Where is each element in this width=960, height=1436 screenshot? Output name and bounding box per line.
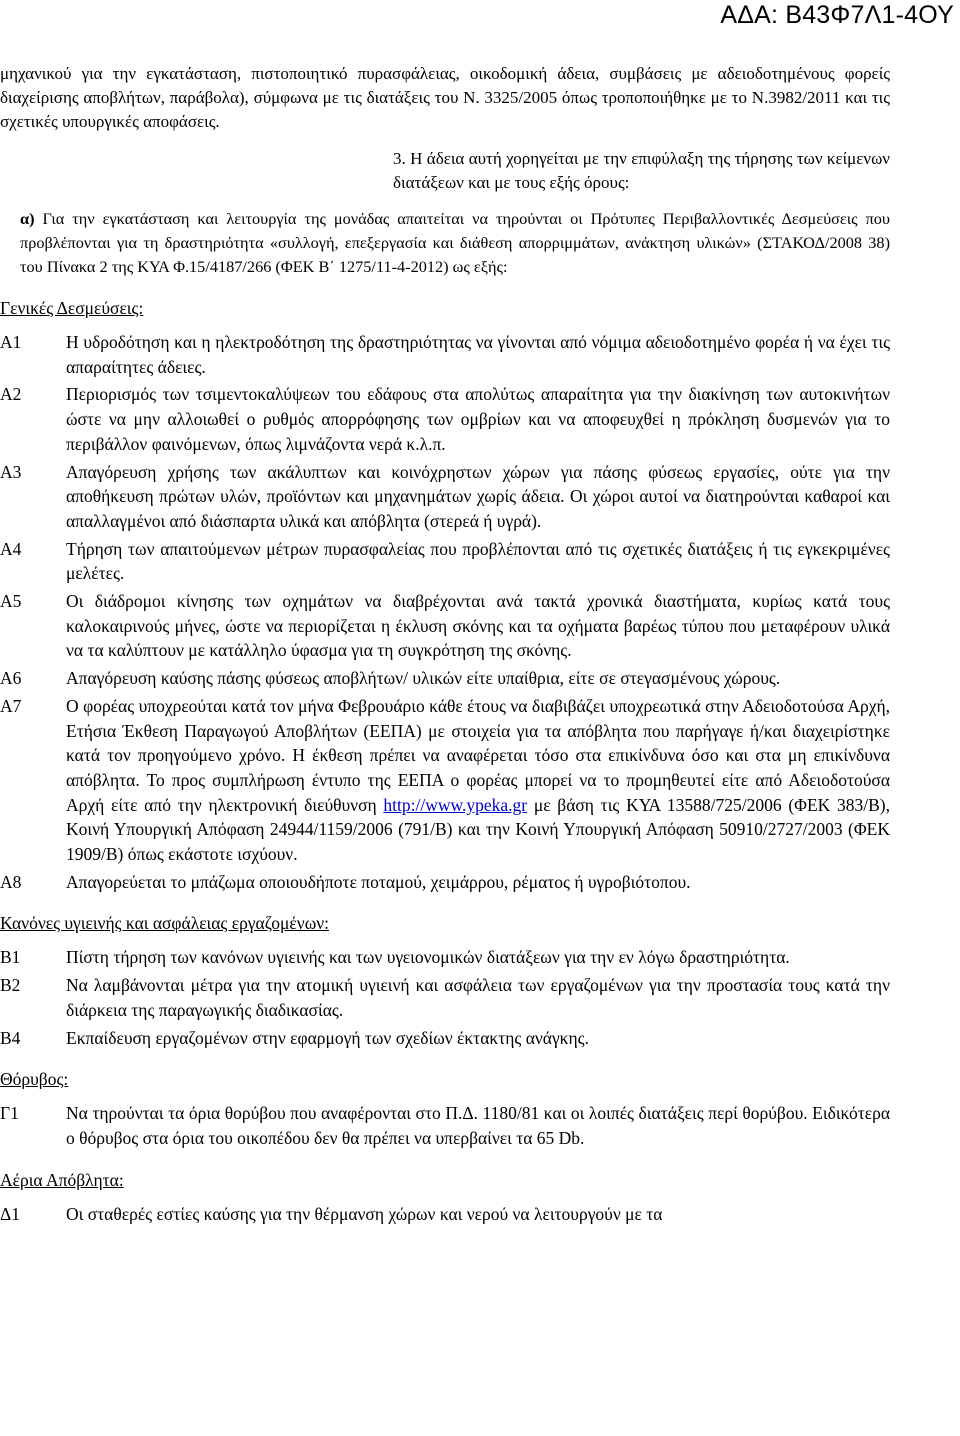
list-item — [0, 945, 890, 970]
point-3-paragraph — [0, 147, 890, 195]
list-item — [0, 666, 890, 691]
item-code: Α1 — [0, 332, 22, 352]
item-code: Δ1 — [0, 1203, 21, 1224]
ada-code: ΑΔΑ: Β43Φ7Λ1-4ΟΥ — [720, 1, 954, 29]
list-item — [0, 330, 890, 379]
item-text: Η υδροδότηση και η ηλεκτροδότηση της δραστηριότητας να γίνονται από νόμιμα αδειοδοτημένο φορέα ή να έχει τις απαραίτητες άδειες. — [66, 332, 890, 377]
item-text: Τήρηση των απαιτούμενων μέτρων πυρασφαλείας που προβλέπονται από τις σχετικές διατάξεις ή τις εγκεκριμένες μελέτες. — [66, 538, 890, 584]
item-text-part: Ο φορέας υποχρεούται κατά τον μήνα Φεβρουάριο κάθε έτους να διαβιβάζει υποχρεωτικά στην Αδειοδοτούσα Αρχή, Ετήσια Έκθεση Παραγωγού Αποβλήτων (ΕΕΠΑ) με στοιχεία για τα απόβλητα που παρήγαγε ή/και διαχειρίστηκε κατά τον προηγούμενο χρόνο. Η έκθεση πρέπει να αναφέρεται τόσο στα επικίνδυνα όσο και στα μη επικίνδυνα απόβλητα. Το προς συμπλήρωση έντυπο της ΕΕΠΑ ο φορέας μπορεί να το προμηθευτεί είτε από Αδειοδοτούσα Αρχή είτε από την ηλεκτρονική διεύθυνση — [66, 695, 890, 815]
health-heading: Κανόνες υγιεινής και ασφάλειας εργαζομένων: — [0, 913, 329, 934]
item-code: Α2 — [0, 384, 22, 405]
item-code: Α6 — [0, 668, 22, 689]
item-text: Εκπαίδευση εργαζομένων στην εφαρμογή των σχεδίων έκτακτης ανάγκης. — [66, 1027, 589, 1048]
item-text: Απαγόρευση καύσης πάσης φύσεως αποβλήτων/ υλικών είτε υπαίθρια, είτε σε στεγασμένους χώρους. — [66, 668, 781, 689]
list-item — [0, 1101, 890, 1150]
noise-heading: Θόρυβος: — [0, 1069, 69, 1090]
list-item — [0, 1202, 890, 1227]
item-code: Α4 — [0, 538, 22, 559]
ypeka-link[interactable]: http://www.ypeka.gr — [383, 794, 528, 815]
general-heading: Γενικές Δεσμεύσεις: — [0, 298, 144, 318]
list-item — [0, 1026, 890, 1051]
item-code: Α5 — [0, 591, 22, 612]
item-text: Οι διάδρομοι κίνησης των οχημάτων να διαβρέχονται ανά τακτά χρονικά διαστήματα, κυρίως κατά τους καλοκαιρινούς μήνες, ώστε να περιορίζεται η έκλυση σκόνης και τα οχήματα βαρέως τύπου που μεταφέρουν υλικά να τα καλύπτουν με κατάλληλο ύφασμα για τη συγκρότηση της σκόνης. — [66, 591, 890, 661]
item-text: Να τηρούνται τα όρια θορύβου που αναφέρονται στο Π.Δ. 1180/81 και οι λοιπές διατάξεις περί θορύβου. Ειδικότερα ο θόρυβος στα όρια του οικοπέδου δεν θα πρέπει να υπερβαίνει τα 65 Db. — [66, 1103, 890, 1148]
list-item — [0, 537, 890, 586]
item-text: Να λαμβάνονται μέτρα για την ατομική υγιεινή και ασφάλεια των εργαζομένων για την προστασία τους κατά την διάρκεια της παραγωγικής διαδικασίας. — [66, 975, 890, 1020]
list-item — [0, 973, 890, 1022]
document-body — [0, 62, 890, 1229]
item-code: Α8 — [0, 871, 22, 892]
air-heading: Αέρια Απόβλητα: — [0, 1169, 124, 1190]
item-text: Απαγορεύεται το μπάζωμα οποιουδήποτε ποταμού, χειμάρρου, ρέματος ή υγροβιότοπου. — [66, 871, 691, 892]
list-item — [0, 460, 890, 534]
list-item — [0, 870, 890, 895]
point-a-text: Για την εγκατάσταση και λειτουργία της μονάδας απαιτείται να τηρούνται οι Πρότυπες Περιβαλλοντικές Δεσμεύσεις που προβλέπονται για τη δραστηριότητα «συλλογή, επεξεργασία και διάθεση απορριμμάτων, ανάκτηση υλικών» (ΣΤΑΚΟΔ/2008 38) του Πίνακα 2 της ΚΥΑ Φ.15/4187/266 (ΦΕΚ Β΄ 1275/11-4-2012) ως εξής: — [20, 209, 890, 276]
list-item — [0, 382, 890, 456]
item-text: Οι σταθερές εστίες καύσης για την θέρμανση χώρων και νερού να λειτουργούν με τα — [66, 1203, 663, 1224]
item-text: Πίστη τήρηση των κανόνων υγιεινής και των υγειονομικών διατάξεων για την εν λόγω δραστηριότητα. — [66, 947, 790, 968]
item-text — [66, 694, 890, 867]
list-item — [0, 589, 890, 663]
list-item — [0, 694, 890, 867]
item-code: Α3 — [0, 461, 22, 482]
item-code: Β4 — [0, 1027, 21, 1048]
item-code: Β1 — [0, 947, 21, 968]
item-text-part: με βάση τις ΚΥΑ 13588/725/2006 (ΦΕΚ 383/Β), Κοινή Υπουργική Απόφαση 24944/1159/2006 (791/Β) και την Κοινή Υπουργική Απόφαση 50910/2727/2003 (ΦΕΚ 1909/Β) όπως εκάστοτε ισχύουν. — [66, 794, 890, 865]
intro-paragraph: μηχανικού για την εγκατάσταση, πιστοποιητικό πυρασφάλειας, οικοδομική άδεια, συμβάσεις με αδειοδοτημένους φορείς διαχείρισης αποβλήτων, παράβολα), σύμφωνα με τις διατάξεις του Ν. 3325/2005 όπως τροποποιήθηκε με το Ν.3982/2011 και τις σχετικές υπουργικές αποφάσεις. — [0, 64, 890, 131]
point-3-number: 3. — [393, 149, 406, 168]
point-3-text: Η άδεια αυτή χορηγείται με την επιφύλαξη της τήρησης των κείμενων διατάξεων και με τους εξής όρους: — [393, 149, 890, 192]
item-code: Γ1 — [0, 1103, 19, 1124]
item-text: Περιορισμός των τσιμεντοκαλύψεων του εδάφους στα απολύτως απαραίτητα για την διακίνηση των αυτοκινήτων ώστε να μην αλλοιωθεί ο ρυθμός απορρόφησης των ομβρίων και να αποφευχθεί η πρόκληση δυσμενών για το περιβάλλον φαινόμενων, όπως λιμνάζοντα νερά κ.λ.π. — [66, 384, 890, 454]
item-code: Β2 — [0, 975, 21, 996]
point-a-label: α) — [20, 209, 35, 228]
point-a-paragraph — [0, 207, 890, 279]
item-text: Απαγόρευση χρήσης των ακάλυπτων και κοινόχρηστων χώρων για πάσης φύσεως εργασίες, ούτε για την αποθήκευση πρώτων υλών, προϊόντων και μηχανημάτων χωρίς άδεια. Οι χώροι αυτοί να διατηρούνται καθαροί και απαλλαγμένοι από διάσπαρτα υλικά και απόβλητα (στερεά ή υγρά). — [66, 461, 890, 531]
item-code: Α7 — [0, 695, 22, 716]
